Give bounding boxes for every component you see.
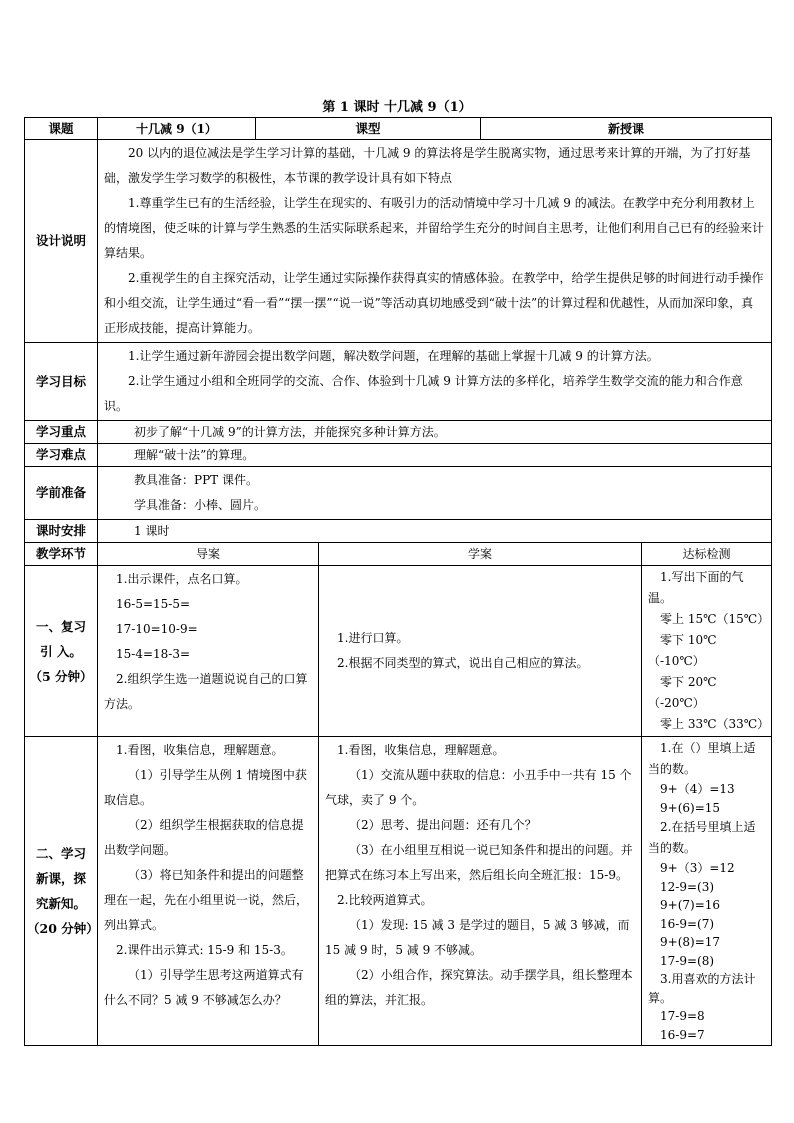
check-line: 9+（3）=12 xyxy=(660,861,735,875)
guide-header: 导案 xyxy=(98,543,319,566)
section1-study xyxy=(319,566,642,737)
schedule-label: 课时安排 xyxy=(25,520,98,543)
topic-label: 课题 xyxy=(25,118,98,140)
check-line: 3.用喜欢的方法计算。 xyxy=(648,972,756,1005)
check-line: 17-9=8 xyxy=(660,1009,705,1023)
check-line: 9+(8)=17 xyxy=(660,935,721,949)
page-title: 第 1 课时 十几减 9（1） xyxy=(322,100,472,115)
study-line: 2.根据不同类型的算式，说出自己相应的算法。 xyxy=(337,656,589,670)
study-line: （2）小组合作，探究算法。动手摆学具，组长整理本组的算法，并汇报。 xyxy=(325,968,633,1007)
guide-line: （1）引导学生思考这两道算式有什么不同？5 减 9 不够减怎么办？ xyxy=(104,968,304,1007)
key-point-row xyxy=(25,421,772,444)
prep-row xyxy=(25,467,772,520)
guide-line: （1）引导学生从例 1 情境图中获取信息。 xyxy=(104,768,307,807)
difficulty-text: 理解“破十法”的算理。 xyxy=(98,444,772,467)
schedule-text: 1 课时 xyxy=(98,520,772,543)
type-value: 新授课 xyxy=(481,118,772,140)
stage-line: （5 分钟） xyxy=(29,668,93,684)
study-line: 1.进行口算。 xyxy=(337,631,409,645)
check-line: 1.写出下面的气温。 xyxy=(648,570,744,605)
design-paragraph: 2.重视学生的自主探究活动，让学生通过实际操作获得真实的情感体验。在教学中，给学生提供足够的时间进行动手操作和小组交流，让学生通过“看一看”“摆一摆”“说一说”等活动真切地感受到“破十法”的计算过程和优越性，从而加深印象，真正形成技能，提高计算能力。 xyxy=(104,271,764,335)
guide-line: （3）将已知条件和提出的问题整理在一起，先在小组里说一说，然后，列出算式。 xyxy=(104,868,309,932)
check-line: 16-9=7 xyxy=(660,1027,705,1042)
difficulty-label: 学习难点 xyxy=(25,444,98,467)
goals-content xyxy=(98,343,772,421)
study-line: 1.看图，收集信息，理解题意。 xyxy=(337,743,505,757)
stage-line: （20 分钟） xyxy=(27,921,99,936)
guide-line: 17-10=10-9= xyxy=(116,622,198,636)
key-point-label: 学习重点 xyxy=(25,421,98,444)
check-line: 12-9=(3) xyxy=(660,879,715,894)
header-row xyxy=(25,118,772,140)
check-line: 零上 15℃（15℃） xyxy=(660,612,770,626)
design-row xyxy=(25,140,772,343)
check-line: 9+(7)=16 xyxy=(660,898,721,912)
study-line: （1）发现: 15 减 3 是学过的题目，5 减 3 够减，而 15 减 9 时，5 减 9 不够减。 xyxy=(325,918,630,957)
stage-line: 二、学习 xyxy=(35,846,86,861)
stage-line: 究新知。 xyxy=(35,896,86,911)
check-line: 9+（4）=13 xyxy=(660,782,735,796)
guide-line: 16-5=15-5= xyxy=(116,597,191,611)
study-line: 2.比较两道算式。 xyxy=(337,893,433,907)
teacher-prep: 教具准备：PPT 课件。 xyxy=(134,473,258,487)
check-line: 零上 33℃（33℃） xyxy=(660,717,770,731)
section2-study xyxy=(319,737,642,1046)
section2-check xyxy=(642,737,772,1046)
guide-line: 1.看图，收集信息，理解题意。 xyxy=(116,743,284,757)
section2-row xyxy=(25,737,772,1046)
check-line: 17-9=(8) xyxy=(660,953,715,968)
design-paragraph: 1.尊重学生已有的生活经验，让学生在现实的、有吸引力的活动情境中学习十几减 9 的减法。在教学中充分利用教材上的情境图，使乏味的计算与学生熟悉的生活实际联系起来，并留给学生充分的时间自主思考，让他们利用自己已有的经验来计算结果。 xyxy=(104,196,765,260)
check-line: 9+(6)=15 xyxy=(660,800,721,815)
study-line: （3）在小组里互相说一说已知条件和提出的问题。并把算式在练习本上写出来，然后组长向全班汇报：15-9。 xyxy=(325,843,633,882)
section1-row xyxy=(25,566,772,737)
guide-line: 2.课件出示算式: 15-9 和 15-3。 xyxy=(116,943,293,957)
check-line: 零下 10℃（-10℃） xyxy=(648,633,717,668)
guide-line: 15-4=18-3= xyxy=(116,647,191,661)
guide-line: 1.出示课件，点名口算。 xyxy=(116,572,248,586)
column-header-row xyxy=(25,543,772,566)
difficulty-row xyxy=(25,444,772,467)
type-label: 课型 xyxy=(256,118,481,140)
key-point-text: 初步了解“十几减 9”的计算方法，并能探究多种计算方法。 xyxy=(98,421,772,444)
study-header: 学案 xyxy=(319,543,642,566)
stage-header: 教学环节 xyxy=(25,543,98,566)
prep-content xyxy=(98,467,772,520)
design-paragraph: 20 以内的退位减法是学生学习计算的基础，十几减 9 的算法将是学生脱离实物，通过思考来计算的开端，为了打好基础，激发学生学习数学的积极性，本节课的教学设计具有如下特点 xyxy=(104,146,751,185)
design-label: 设计说明 xyxy=(25,140,98,343)
section1-guide xyxy=(98,566,319,737)
check-line: 零下 20℃（-20℃） xyxy=(648,675,717,710)
goal-item: 2.让学生通过小组和全班同学的交流、合作、体验到十几减 9 计算方法的多样化，培养学生数学交流的能力和合作意识。 xyxy=(104,374,743,413)
guide-line: 2.组织学生选一道题说说自己的口算方法。 xyxy=(104,672,308,711)
student-prep: 学具准备：小棒、圆片。 xyxy=(134,498,267,512)
stage-line: 引 入。 xyxy=(40,643,82,659)
check-line: 2.在括号里填上适当的数。 xyxy=(648,820,756,855)
prep-label: 学前准备 xyxy=(25,467,98,520)
goals-row xyxy=(25,343,772,421)
study-line: （2）思考、提出问题：还有几个？ xyxy=(349,818,537,832)
section2-guide xyxy=(98,737,319,1046)
section1-check xyxy=(642,566,772,737)
check-line: 1.在（）里填上适当的数。 xyxy=(648,741,756,776)
section2-stage xyxy=(25,737,98,1046)
study-line: （1）交流从题中获取的信息：小丑手中一共有 15 个气球，卖了 9 个。 xyxy=(325,768,632,807)
schedule-row xyxy=(25,520,772,543)
guide-line: （2）组织学生根据获取的信息提出数学问题。 xyxy=(104,818,304,857)
section1-stage xyxy=(25,566,98,737)
stage-line: 新课，探 xyxy=(35,871,86,886)
goal-item: 1.让学生通过新年游园会提出数学问题，解决数学问题，在理解的基础上掌握十几减 9 的计算方法。 xyxy=(128,349,659,363)
lesson-plan-table xyxy=(24,117,772,1046)
goals-label: 学习目标 xyxy=(25,343,98,421)
design-content xyxy=(98,140,772,343)
topic-value: 十几减 9（1） xyxy=(98,118,256,140)
stage-line: 一、复习 xyxy=(35,618,86,634)
check-line: 16-9=(7) xyxy=(660,916,715,931)
check-header: 达标检测 xyxy=(642,543,772,566)
